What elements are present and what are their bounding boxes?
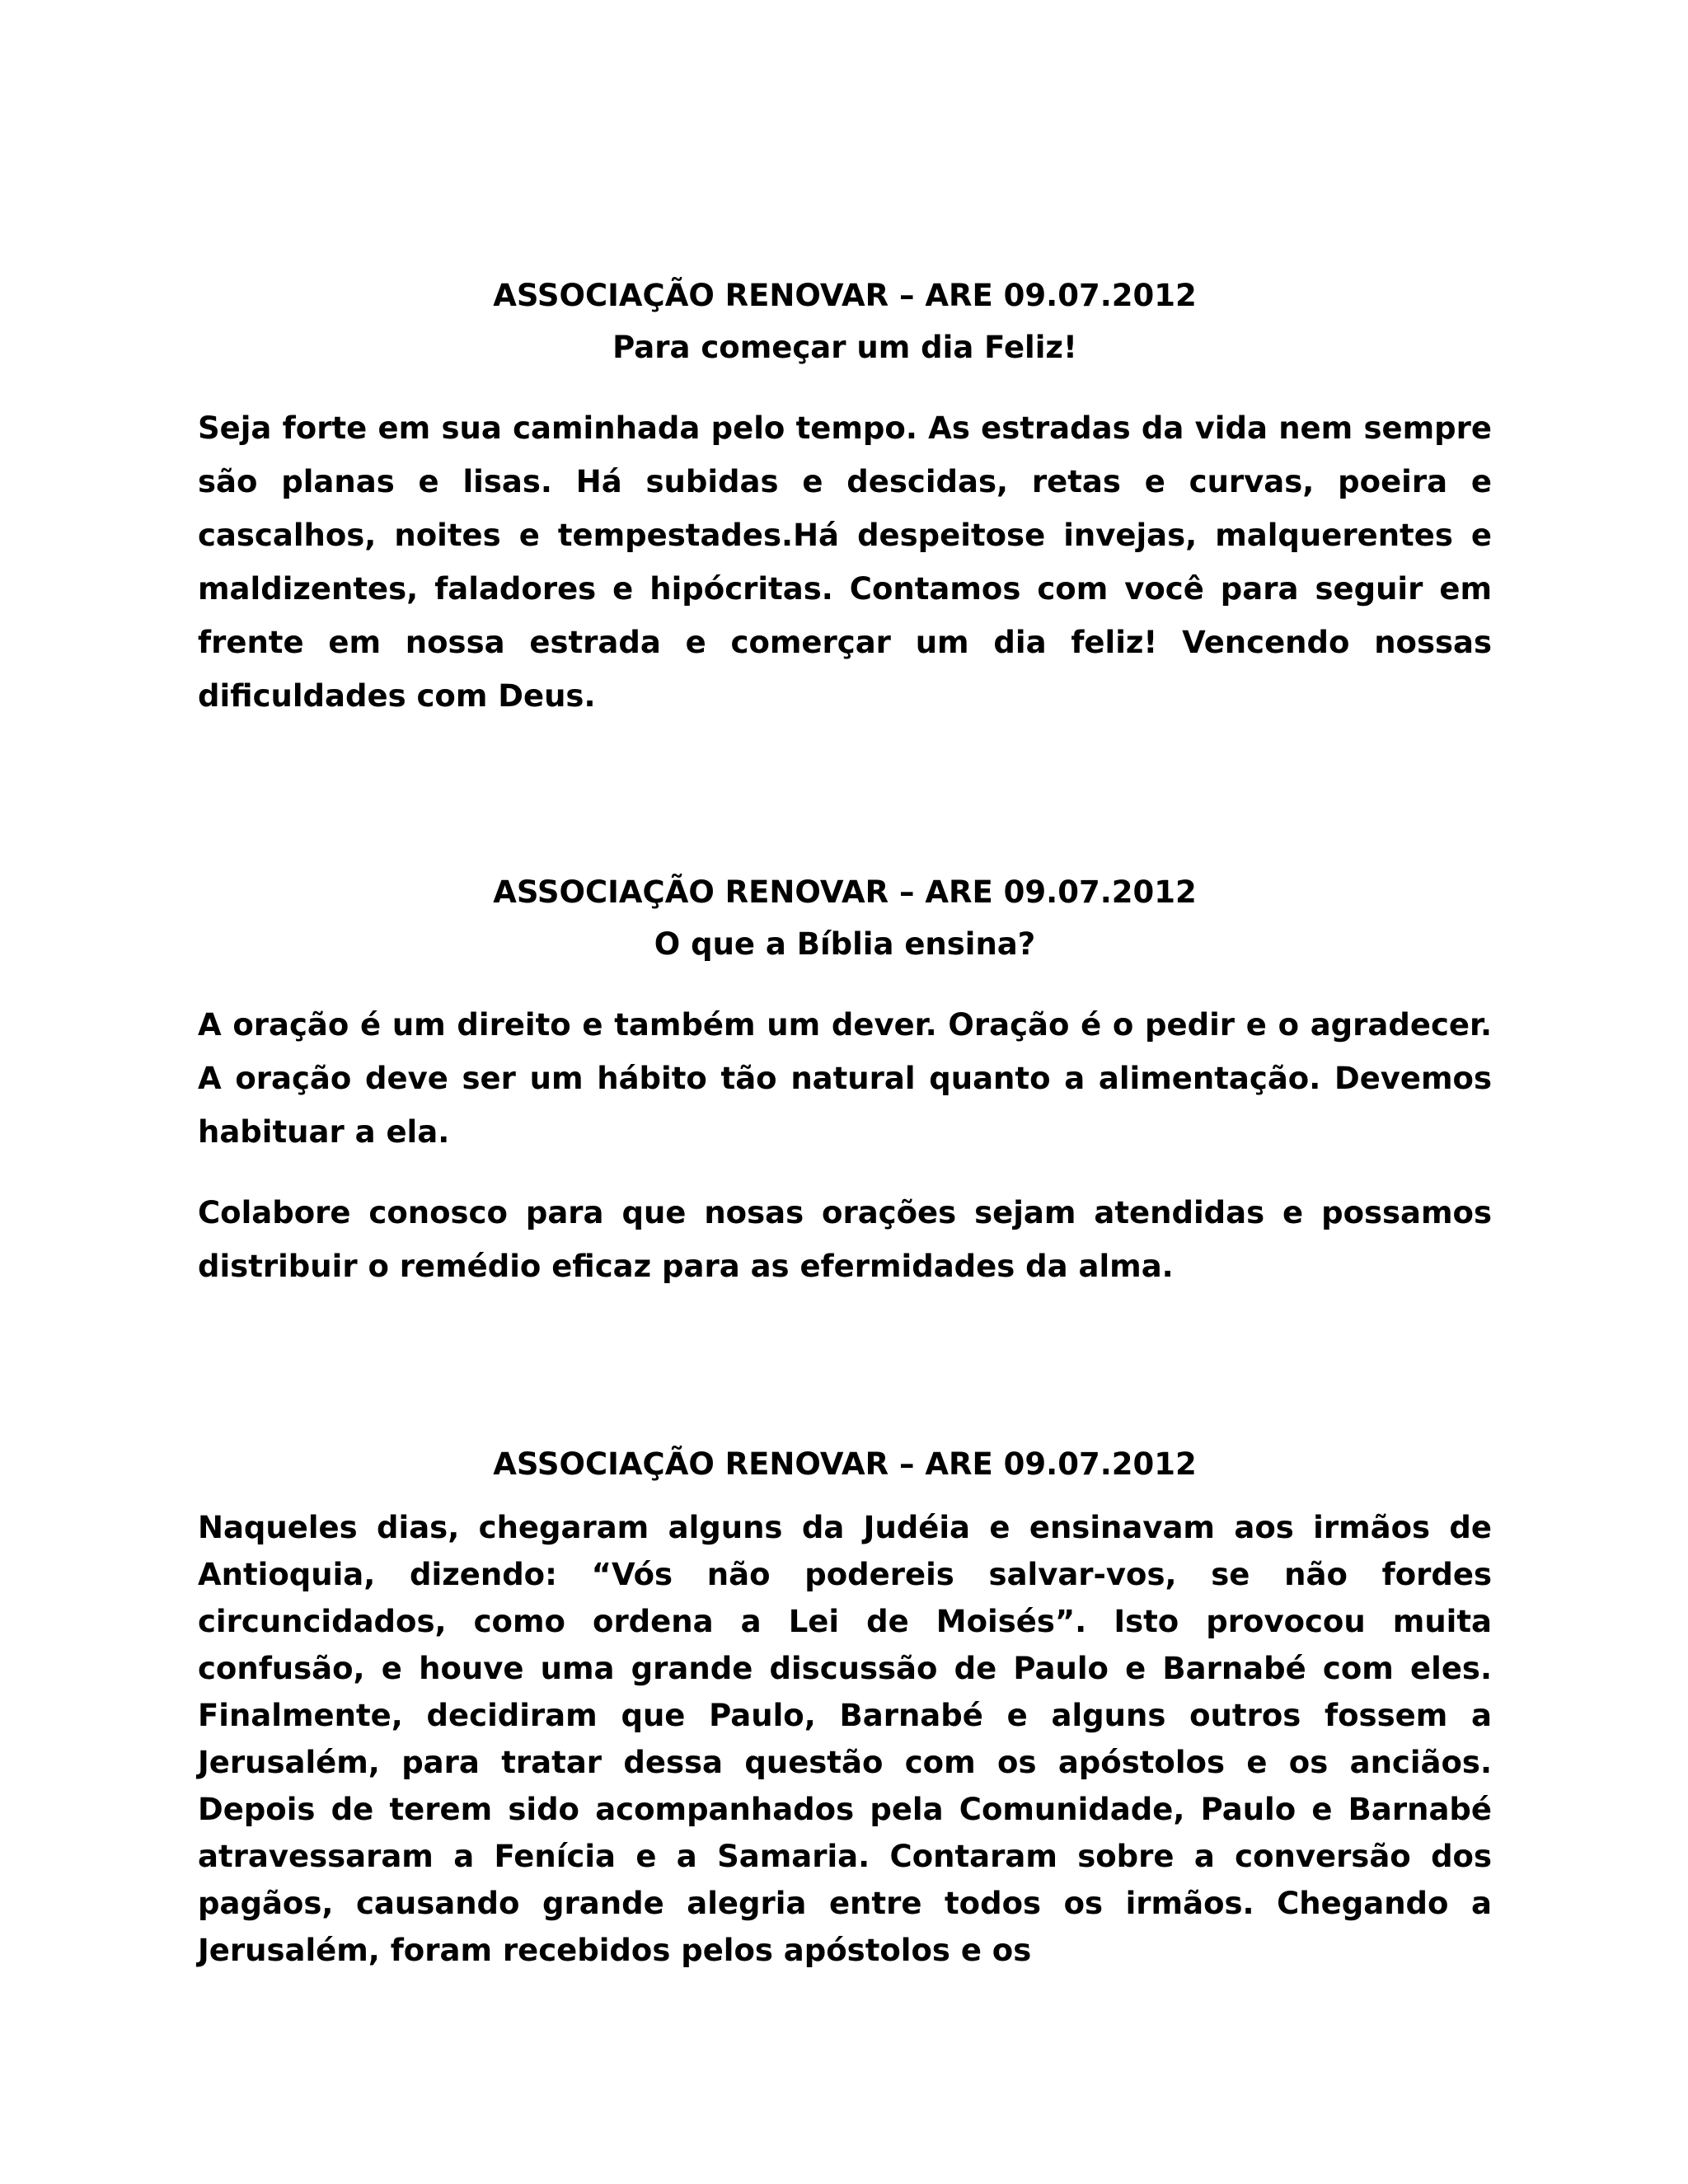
section-biblia-ensina bbox=[198, 874, 1492, 1293]
section-paragraph: A oração é um direito e também um dever. Oração é o pedir e o agradecer. A oração deve ser um hábito tão natural quanto a alimentação. Devemos habituar a ela. bbox=[198, 1007, 1492, 1150]
section-paragraph: Naqueles dias, chegaram alguns da Judéia e ensinavam aos irmãos de Antioquia, dizendo: “Vós não podereis salvar-vos, se não fordes circuncidados, como ordena a Lei de Moisés”. Isto provocou muita confusão, e houve uma grande discussão de Paulo e Barnabé com eles. Finalmente, decidiram que Paulo, Barnabé e alguns outros fossem a Jerusalém, para tratar dessa questão com os apóstolos e os anciãos. Depois de terem sido acompanhados pela Comunidade, Paulo e Barnabé atravessaram a Fenícia e a Samaria. Contaram sobre a conversão dos pagãos, causando grande alegria entre todos os irmãos. Chegando a Jerusalém, foram recebidos pelos apóstolos e os bbox=[198, 1510, 1492, 1968]
section-heading: ASSOCIAÇÃO RENOVAR – ARE 09.07.2012 bbox=[493, 874, 1197, 910]
section-naqueles-dias bbox=[198, 1446, 1492, 1974]
section-heading: ASSOCIAÇÃO RENOVAR – ARE 09.07.2012 bbox=[493, 278, 1197, 313]
section-paragraph: Seja forte em sua caminhada pelo tempo. As estradas da vida nem sempre são planas e lisas. Há subidas e descidas, retas e curvas, poeira e cascalhos, noites e tempestades.Há despeitose invejas, malquerentes e maldizentes, faladores e hipócritas. Contamos com você para seguir em frente em nossa estrada e comerçar um dia feliz! Vencendo nossas dificuldades com Deus. bbox=[198, 410, 1492, 714]
section-paragraph: Colabore conosco para que nosas orações sejam atendidas e possamos distribuir o remédio eficaz para as efermidades da alma. bbox=[198, 1195, 1492, 1284]
section-subheading: O que a Bíblia ensina? bbox=[654, 926, 1036, 962]
section-heading: ASSOCIAÇÃO RENOVAR – ARE 09.07.2012 bbox=[493, 1446, 1197, 1482]
section-subheading: Para começar um dia Feliz! bbox=[612, 330, 1077, 365]
section-dia-feliz bbox=[198, 278, 1492, 723]
